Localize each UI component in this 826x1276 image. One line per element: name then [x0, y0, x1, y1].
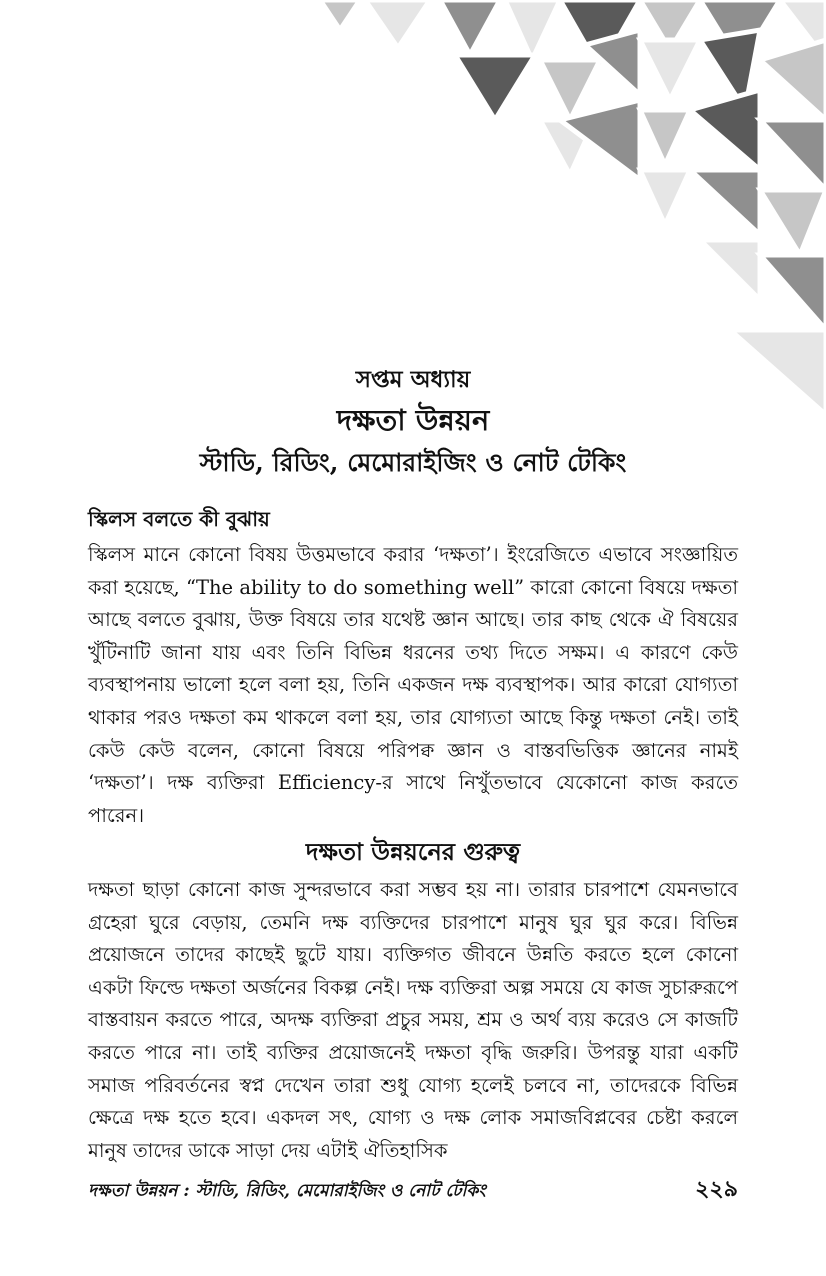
decor-triangle — [690, 90, 760, 170]
paragraph-importance: দক্ষতা ছাড়া কোনো কাজ সুন্দরভাবে করা সম্ভব হয় না। তারার চারপাশে যেমনভাবে গ্রহেরা ঘুরে বেড়ায়, তেমনি দক্ষ ব্যক্তিদের চারপাশে মানুষ ঘুর ঘুর করে। বিভিন্ন প্রয়োজনে তাদের কাছেই ছুটে যায়। ব্যক্তিগত জীবনে উন্নতি করতে হলে কোনো একটা ফিল্ডে দক্ষতা অর্জনের বিকল্প নেই। দক্ষ ব্যক্তিরা অল্প সময়ে যে কাজ সুচারুরূপে বাস্তবায়ন করতে পারে, অদক্ষ ব্যক্তিরা প্রচুর সময়, শ্রম ও অর্থ ব্যয় করেও সে কাজটি করতে পারে না। তাই ব্যক্তির প্রয়োজনেই দক্ষতা বৃদ্ধি জরুরি। উপরন্তু যারা একটি সমাজ পরিবর্তনের স্বপ্ন দেখেন তারা শুধু যোগ্য হলেই চলবে না, তাদেরকে বিভিন্ন ক্ষেত্রে দক্ষ হতে হবে। একদল সৎ, যোগ্য ও দক্ষ লোক সমাজবিপ্লবের চেষ্টা করলে মানুষ তাদের ডাকে সাড়া দেয় এটাই ঐতিহাসিক — [88, 878, 738, 1162]
decor-triangle — [760, 190, 826, 255]
chapter-label: সপ্তম অধ্যায় — [355, 366, 471, 393]
decor-triangle — [455, 55, 535, 120]
decor-triangle — [760, 255, 826, 330]
decor-triangle — [440, 0, 500, 55]
triangle-pattern-decoration — [0, 0, 826, 420]
chapter-subtitle: স্টাডি, রিডিং, মেমোরাইজিং ও নোট টেকিং — [199, 448, 627, 477]
decor-triangle — [760, 40, 826, 120]
page-number: ২২৯ — [695, 1176, 738, 1202]
decor-triangle — [365, 0, 430, 48]
chapter-title: দক্ষতা উন্নয়ন — [336, 403, 490, 437]
paragraph-skills: স্কিলস মানে কোনো বিষয় উত্তমভাবে করার ‘দক্ষতা’। ইংরেজিতে এভাবে সংজ্ঞায়িত করা হয়েছে, “The ability to do something well” কারো কোনো বিষয়ে দক্ষতা আছে বলতে বুঝায়, উক্ত বিষয়ে তার যথেষ্ট জ্ঞান আছে। তার কাছ থেকে ঐ বিষয়ের খুঁটিনাটি জানা যায় এবং তিনি বিভিন্ন ধরনের তথ্য দিতে সক্ষম। এ কারণে কেউ ব্যবস্থাপনায় ভালো হলে বলা হয়, তিনি একজন দক্ষ ব্যবস্থাপক। আর কারো যোগ্যতা থাকার পরও দক্ষতা কম থাকলে বলা হয়, তার যোগ্যতা আছে কিন্তু দক্ষতা নেই। তাই কেউ কেউ বলেন, কোনো বিষয়ে পরিপক্ব জ্ঞান ও বাস্তবভিত্তিক জ্ঞানের নামই ‘দক্ষতা’। দক্ষ ব্যক্তিরা Efficiency-র সাথে নিখুঁতভাবে যেকোনো কাজ করতে পারেন। — [88, 543, 738, 827]
decor-triangle — [760, 120, 826, 190]
decor-triangle — [640, 170, 690, 225]
running-title: দক্ষতা উন্নয়ন : স্টাডি, রিডিং, মেমোরাইজিং ও নোট টেকিং — [88, 1181, 486, 1201]
page-footer — [88, 1172, 738, 1209]
decor-triangle — [640, 40, 700, 100]
decor-triangle — [505, 0, 560, 60]
decor-triangle — [690, 170, 760, 235]
section-heading-skills: স্কিলস বলতে কী বুঝায় — [88, 507, 270, 531]
decor-triangle — [320, 0, 360, 30]
decor-triangle — [700, 240, 760, 300]
decor-triangle — [640, 110, 690, 165]
chapter-heading — [0, 362, 826, 484]
section-heading-importance: দক্ষতা উন্নয়নের গুরুত্ব — [305, 837, 521, 866]
